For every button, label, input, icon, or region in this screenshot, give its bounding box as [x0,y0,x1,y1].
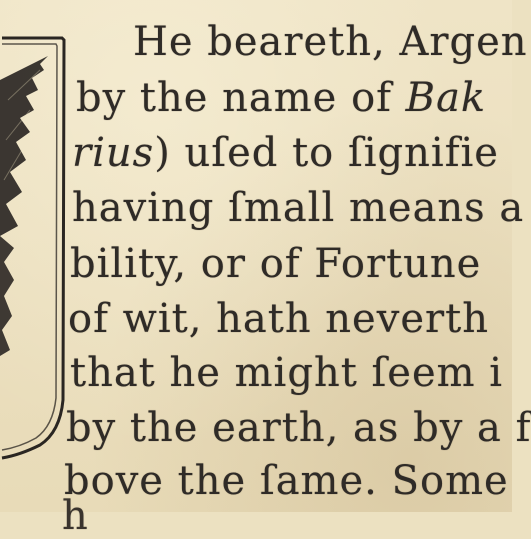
text-line-9: bove the ſame. Some [64,458,509,504]
text-line-5: bility, or of Fortune [70,241,482,287]
text-line-1: He beareth, Argen [133,19,528,65]
text-line-3: rius) uſed to ſignifie [72,130,499,176]
text-line-7: that he might ſeem i [70,350,504,396]
bat-wing-icon [0,56,48,356]
text-line-4: having ſmall means a [72,185,525,231]
text-line-8: by the earth, as by a f [66,405,531,451]
text-line-6: of wit, hath neverth [68,296,489,342]
shield-icon [0,0,80,470]
text-line-10-partial: h [62,493,89,539]
text-line-2: by the name of Bak [76,75,487,121]
